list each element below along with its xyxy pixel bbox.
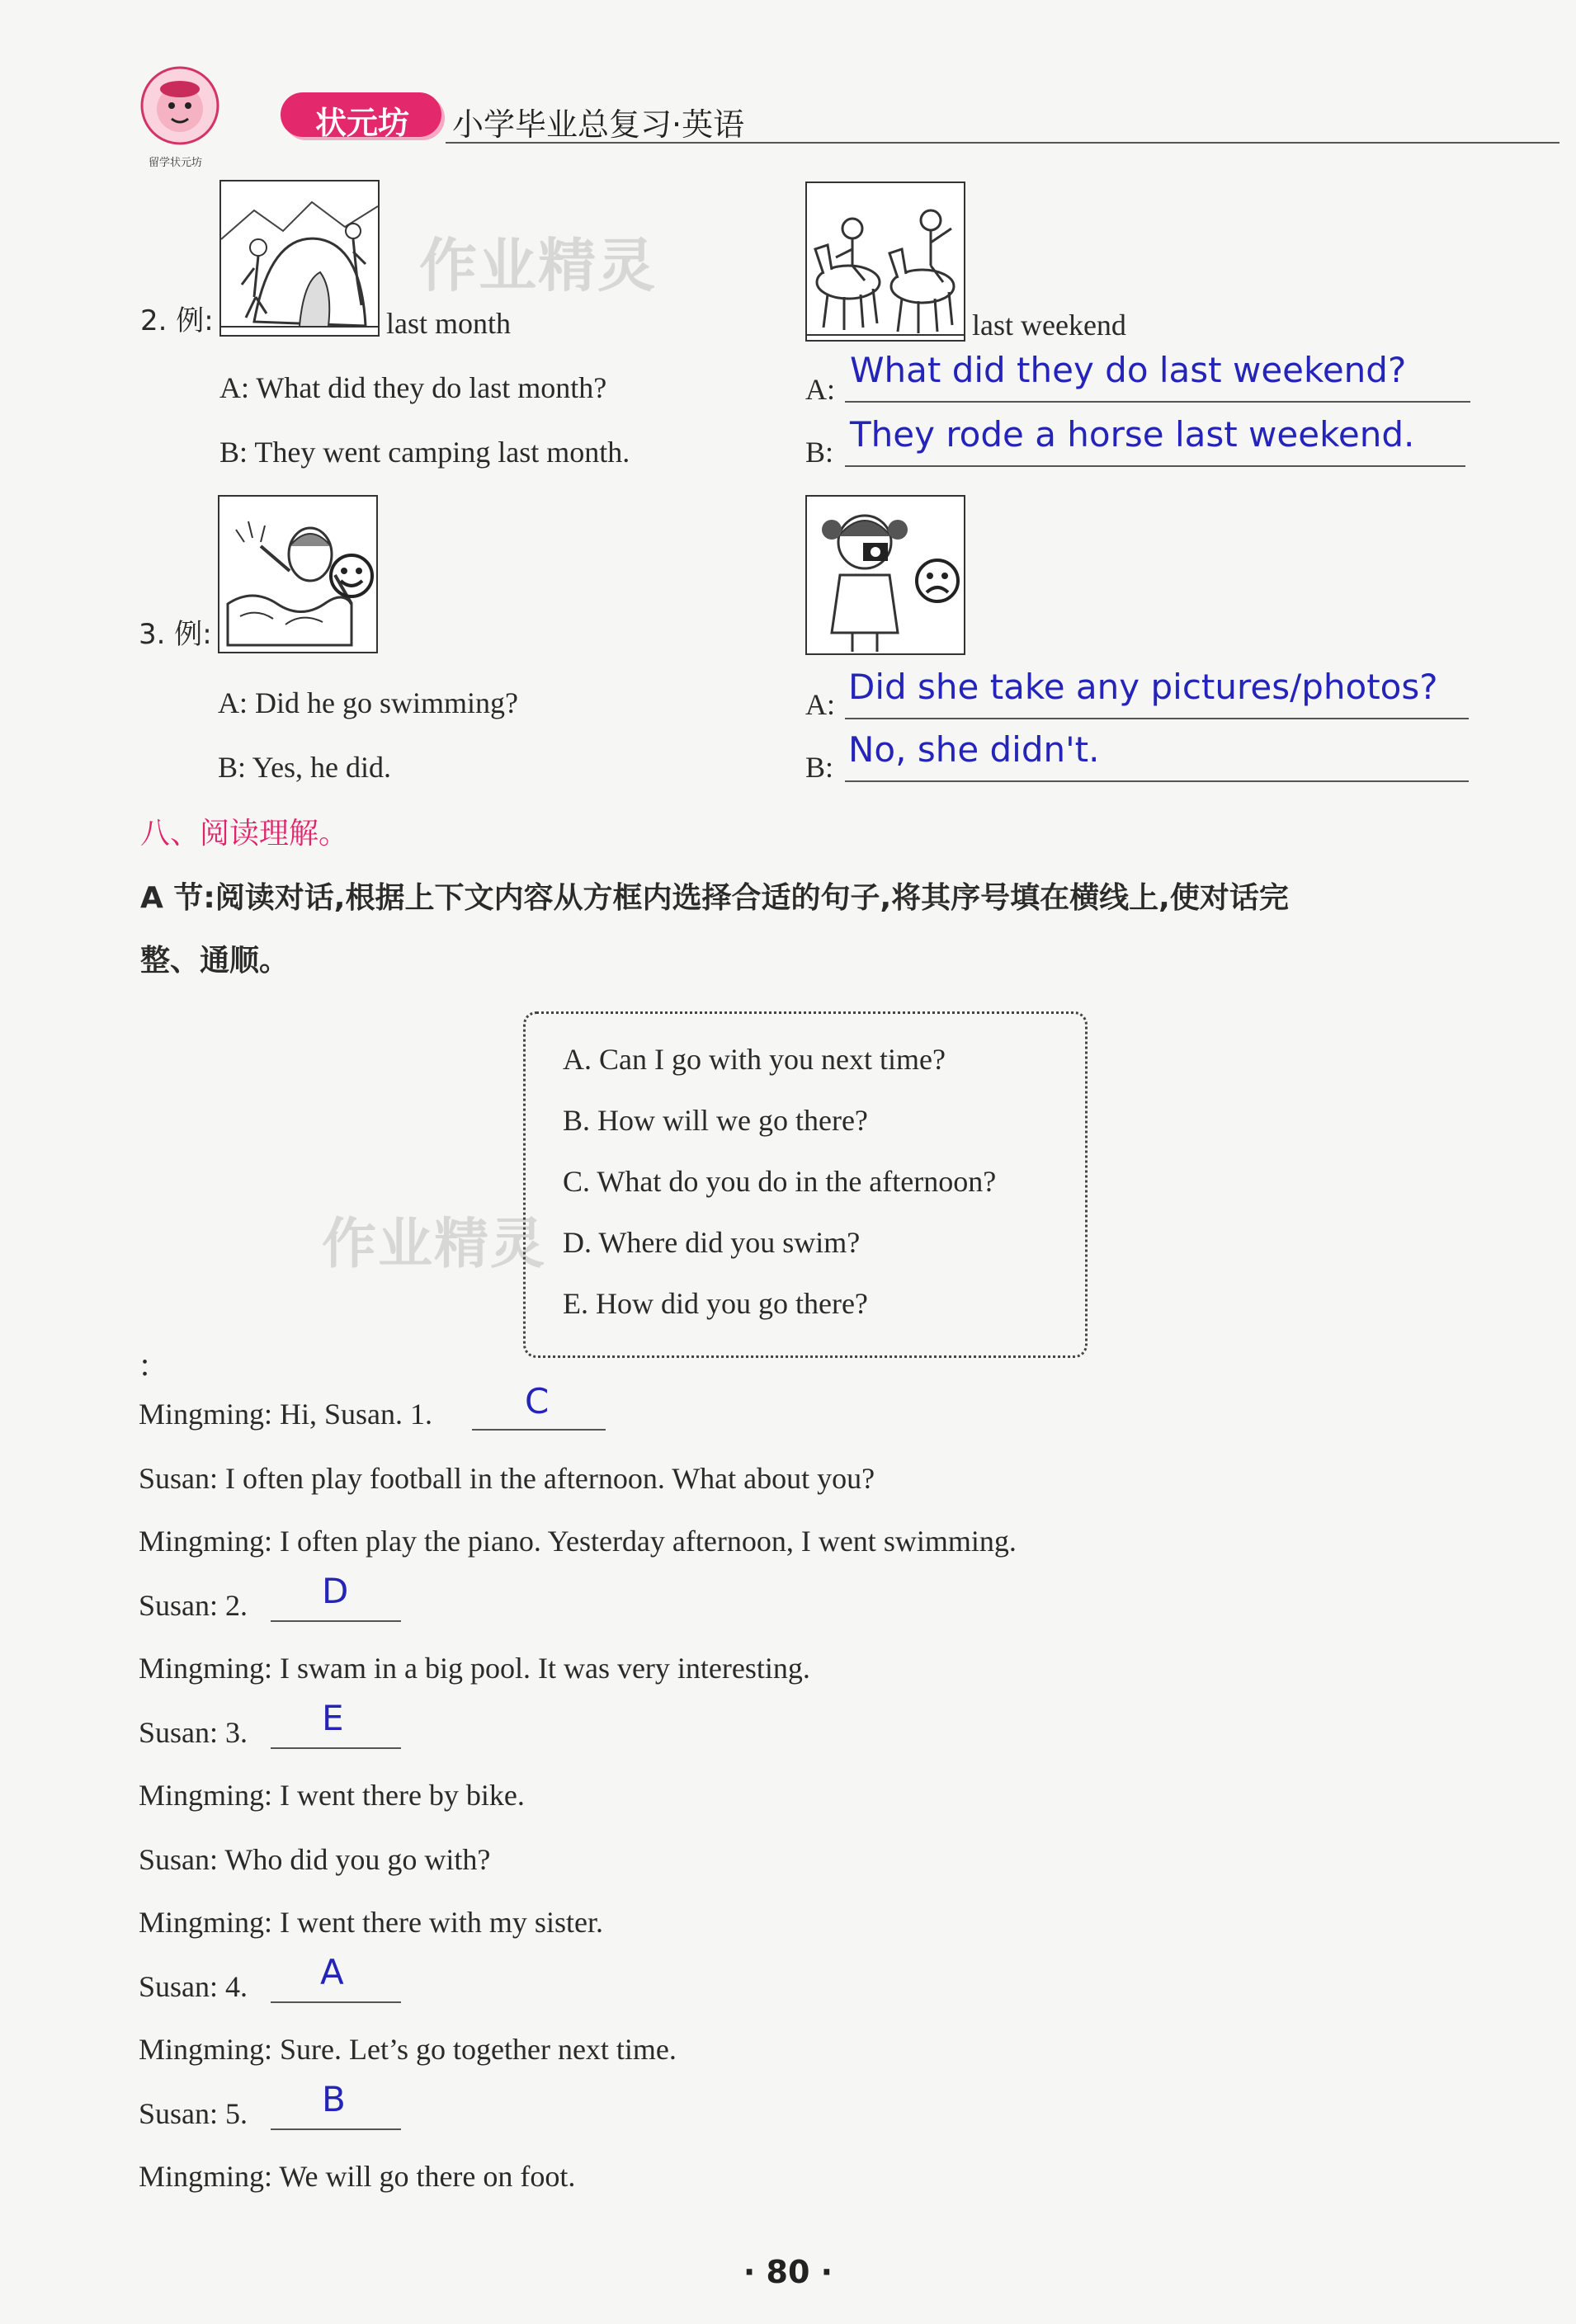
q2-example-time: last month	[386, 307, 511, 340]
q3-answer-a-line	[845, 718, 1469, 719]
q2-answer-a-line	[845, 401, 1470, 403]
q2-answer-b: They rode a horse last weekend.	[850, 414, 1415, 455]
dialogue-line-5: Mingming: I swam in a big pool. It was very interesting.	[139, 1652, 810, 1685]
header-rule	[446, 142, 1559, 144]
section-title: 八、阅读理解。	[140, 817, 349, 851]
blank-3-answer: E	[322, 1698, 344, 1738]
brand-badge	[281, 92, 441, 141]
dialogue-line-6: Susan: 3.	[139, 1716, 248, 1749]
smiley-face-icon	[328, 553, 375, 599]
mascot-logo-icon	[140, 56, 248, 153]
section-instruction-line1: A 节:阅读对话,根据上下文内容从方框内选择合适的句子,将其序号填在横线上,使对话完	[140, 881, 1289, 915]
q3-answer-b-line	[845, 780, 1469, 782]
section-instruction-line2: 整、通顺。	[140, 944, 290, 978]
q3-b-label: B:	[805, 751, 834, 784]
blank-2-answer: D	[322, 1571, 349, 1611]
sad-face-icon	[914, 558, 960, 604]
q2-example-a: A: What did they do last month?	[219, 371, 607, 404]
camping-picture	[219, 180, 380, 337]
horse-riding-icon	[807, 183, 964, 340]
dialogue-line-12: Susan: 5.	[139, 2097, 248, 2130]
blank-3-line	[271, 1747, 401, 1749]
blank-2-line	[271, 1620, 401, 1622]
q2-answer-b-line	[845, 465, 1465, 467]
option-a: A. Can I go with you next time?	[563, 1043, 946, 1076]
dialogue-line-1: Mingming: Hi, Susan. 1.	[139, 1398, 433, 1431]
q3-example-a: A: Did he go swimming?	[218, 686, 518, 719]
dialogue-line-11: Mingming: Sure. Let’s go together next time.	[139, 2033, 677, 2066]
brand-badge-text: 状元坊	[315, 105, 410, 141]
header-title: 小学毕业总复习·英语	[452, 106, 745, 143]
dialogue-line-2: Susan: I often play football in the afternoon. What about you?	[139, 1462, 875, 1495]
q3-answer-a: Did she take any pictures/photos?	[848, 667, 1438, 707]
horse-riding-picture	[805, 181, 965, 342]
camping-tent-icon	[221, 181, 378, 335]
header	[0, 0, 1576, 173]
watermark-top: 作业精灵	[419, 232, 657, 299]
q3-example-b: B: Yes, he did.	[218, 751, 392, 784]
q3-a-label: A:	[805, 688, 835, 721]
q3-answer-b: No, she didn't.	[848, 729, 1100, 770]
q2-task-time: last weekend	[972, 309, 1126, 342]
dialogue-line-3: Mingming: I often play the piano. Yesterday afternoon, I went swimming.	[139, 1525, 1017, 1558]
page-number: · 80 ·	[743, 2254, 833, 2290]
blank-5-line	[271, 2128, 401, 2130]
q2-number: 2. 例:	[140, 304, 214, 337]
stray-colon: :	[140, 1346, 150, 1383]
logo-caption: 留学状元坊	[149, 157, 203, 169]
logo	[140, 56, 248, 153]
watermark-middle: 作业精灵	[322, 1212, 546, 1275]
blank-4-answer: A	[320, 1952, 344, 1992]
option-e: E. How did you go there?	[563, 1287, 868, 1320]
blank-5-answer: B	[322, 2079, 346, 2119]
dialogue-line-8: Susan: Who did you go with?	[139, 1843, 491, 1876]
option-c: C. What do you do in the afternoon?	[563, 1165, 997, 1198]
dialogue-line-7: Mingming: I went there by bike.	[139, 1779, 525, 1812]
dialogue-line-13: Mingming: We will go there on foot.	[139, 2160, 576, 2193]
dialogue-line-4: Susan: 2.	[139, 1589, 248, 1622]
option-b: B. How will we go there?	[563, 1104, 868, 1137]
q2-b-label: B:	[805, 436, 834, 469]
q2-example-b: B: They went camping last month.	[219, 436, 630, 469]
blank-1-line	[472, 1429, 606, 1431]
q2-answer-a: What did they do last weekend?	[850, 350, 1407, 390]
q3-number: 3. 例:	[139, 618, 212, 651]
dialogue-line-10: Susan: 4.	[139, 1970, 248, 2003]
dialogue-line-9: Mingming: I went there with my sister.	[139, 1906, 603, 1939]
q2-a-label: A:	[805, 373, 835, 406]
blank-1-answer: C	[525, 1381, 550, 1421]
option-d: D. Where did you swim?	[563, 1226, 861, 1259]
blank-4-line	[271, 2001, 401, 2003]
